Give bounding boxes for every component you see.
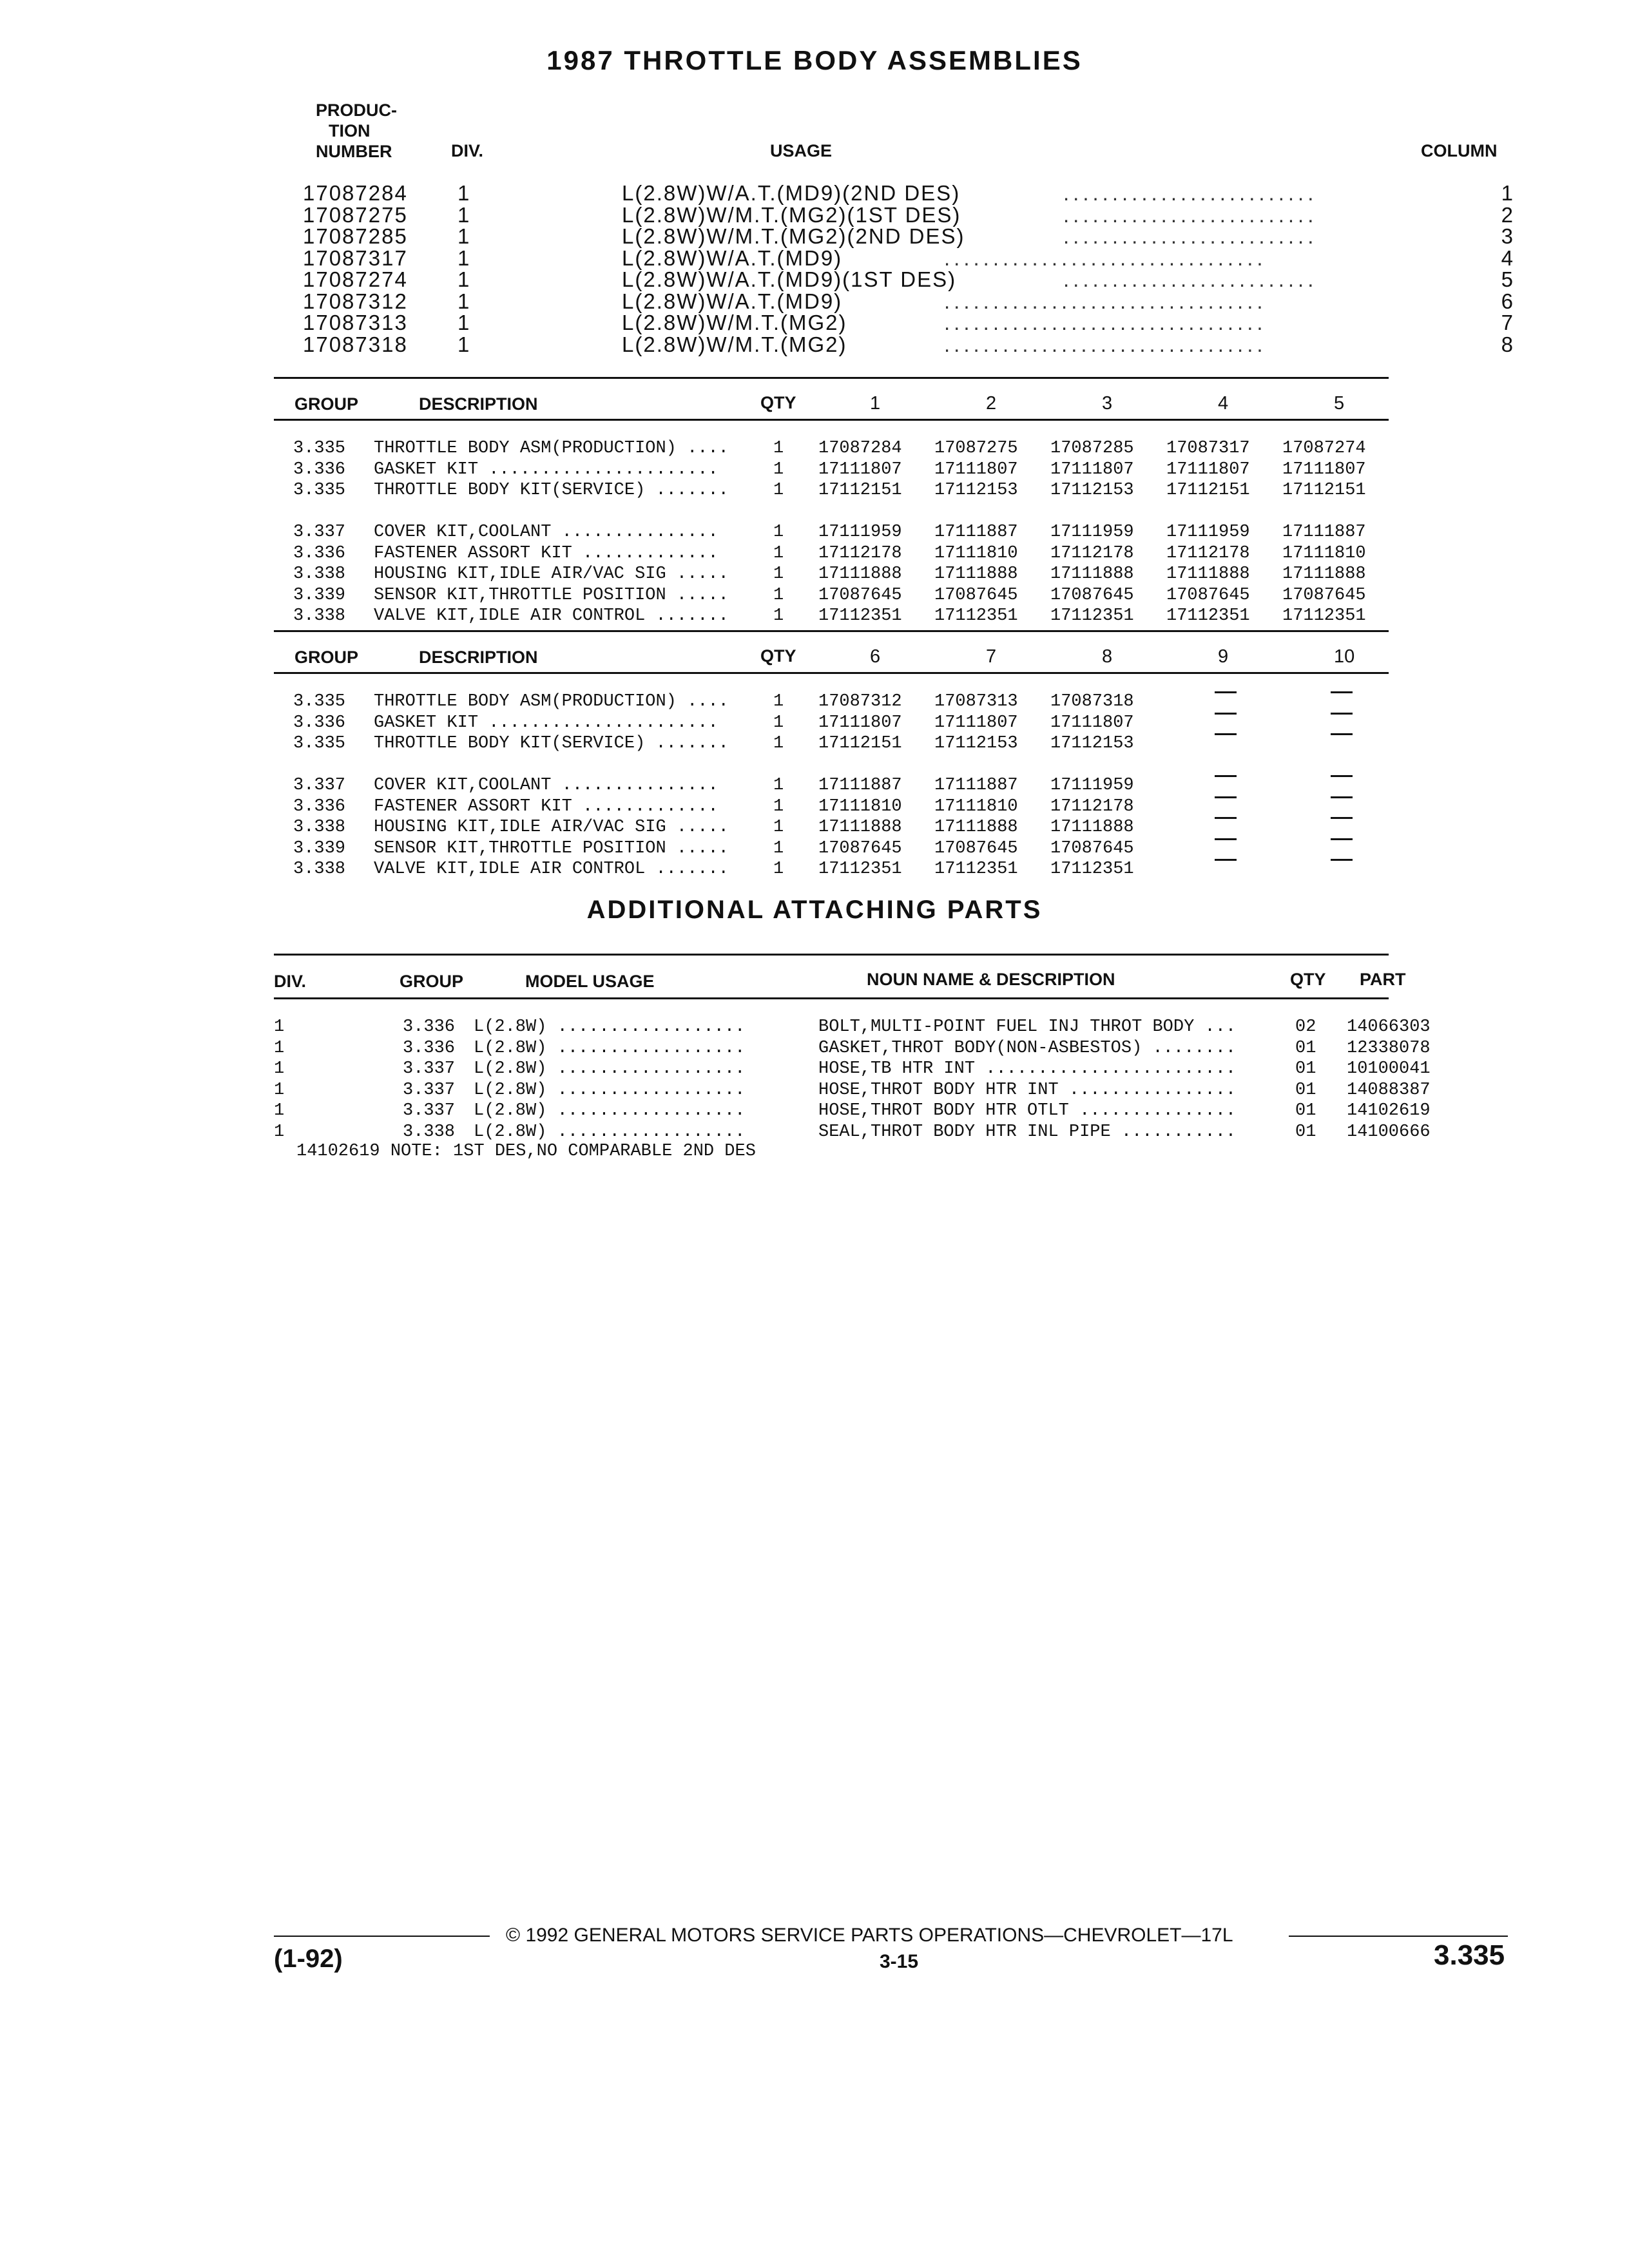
production-number: 17087274 (303, 267, 408, 291)
description-value: HOUSING KIT,IDLE AIR/VAC SIG ..... (374, 818, 729, 837)
group-value: 3.338 (293, 564, 346, 584)
part-number: 17111807 (1166, 459, 1250, 479)
divider (274, 630, 1389, 632)
part-number: 17111887 (934, 523, 1018, 542)
usage-row (303, 226, 1514, 247)
part-number: 17112351 (1282, 606, 1366, 626)
usage-row (303, 182, 1514, 204)
div-value: 1 (458, 311, 471, 334)
part-number: 17112351 (818, 860, 902, 879)
part-value: 12338078 (1347, 1038, 1431, 1058)
part-number: 17087645 (818, 585, 902, 605)
usage-text: L(2.8W)W/M.T.(MG2) (622, 332, 847, 356)
dash-mark (1331, 838, 1353, 840)
part-number: 17112153 (934, 481, 1018, 500)
column-number: 8 (1501, 332, 1514, 356)
part-number: 17087275 (934, 439, 1018, 458)
column-header: COLUMN (1421, 141, 1498, 160)
usage-text: L(2.8W)W/A.T.(MD9) (622, 245, 843, 270)
leader-dots: ................................. (944, 290, 1267, 312)
leader-dots: .......................... (1063, 269, 1318, 290)
part-value: 10100041 (1347, 1059, 1431, 1079)
dash-mark (1215, 691, 1237, 693)
div-value: 1 (274, 1122, 285, 1142)
qty-value: 1 (773, 606, 784, 626)
part-number: 17111807 (1050, 713, 1134, 733)
table-row (293, 691, 1389, 713)
div-header: DIV. (274, 972, 307, 991)
part-number: 17087645 (1050, 585, 1134, 605)
description-value: VALVE KIT,IDLE AIR CONTROL ....... (374, 606, 729, 626)
description-value: THROTTLE BODY KIT(SERVICE) ....... (374, 734, 729, 753)
qty-value: 1 (773, 523, 784, 542)
group-value: 3.337 (403, 1101, 456, 1120)
dash-mark (1215, 817, 1237, 819)
div-value: 1 (458, 202, 471, 227)
table-row (274, 1038, 1434, 1059)
div-value: 1 (274, 1059, 285, 1079)
dash-mark (1215, 713, 1237, 715)
part-number: 17111810 (934, 543, 1018, 563)
group-header: GROUP (294, 648, 359, 667)
qty-value: 1 (773, 543, 784, 563)
table-row (293, 543, 1389, 564)
part-number: 17111888 (934, 818, 1018, 837)
noun-value: HOSE,THROT BODY HTR INT ................ (818, 1080, 1237, 1100)
part-value: 14102619 (1347, 1101, 1431, 1120)
group-value: 3.335 (293, 439, 346, 458)
noun-header: NOUN NAME & DESCRIPTION (867, 970, 1115, 989)
part-number: 17112153 (1050, 734, 1134, 753)
column-number-header: 6 (870, 646, 881, 667)
dash-mark (1331, 817, 1353, 819)
leader-dots: .......................... (1063, 204, 1318, 226)
dash-mark (1331, 691, 1353, 693)
div-value: 1 (274, 1017, 285, 1037)
column-number-header: 5 (1334, 393, 1345, 414)
qty-value: 1 (773, 838, 784, 858)
qty-value: 01 (1295, 1059, 1316, 1079)
description-value: VALVE KIT,IDLE AIR CONTROL ....... (374, 860, 729, 879)
model-value: L(2.8W) .................. (474, 1101, 746, 1120)
qty-value: 1 (773, 734, 784, 753)
part-number: 17111807 (818, 713, 902, 733)
table-row (293, 733, 1389, 754)
table-row (274, 1122, 1434, 1142)
part-value: 14066303 (1347, 1017, 1431, 1037)
production-number: 17087284 (303, 181, 408, 205)
qty-value: 1 (773, 692, 784, 711)
qty-value: 01 (1295, 1122, 1316, 1142)
part-number: 17111888 (934, 564, 1018, 584)
dash-mark (1331, 775, 1353, 777)
usage-text: L(2.8W)W/A.T.(MD9)(1ST DES) (622, 267, 957, 291)
div-value: 1 (458, 289, 471, 313)
div-value: 1 (274, 1080, 285, 1100)
description-value: HOUSING KIT,IDLE AIR/VAC SIG ..... (374, 564, 729, 584)
table-row (274, 1017, 1434, 1037)
description-value: THROTTLE BODY ASM(PRODUCTION) .... (374, 439, 729, 458)
qty-value: 02 (1295, 1017, 1316, 1037)
part-number: 17111888 (1166, 564, 1250, 584)
noun-value: BOLT,MULTI-POINT FUEL INJ THROT BODY ... (818, 1017, 1237, 1037)
part-number: 17087284 (818, 439, 902, 458)
part-number: 17112153 (1050, 481, 1134, 500)
usage-row (303, 269, 1514, 290)
part-number: 17111887 (1282, 523, 1366, 542)
copyright: © 1992 GENERAL MOTORS SERVICE PARTS OPERATIONS—CHEVROLET—17L (506, 1925, 1233, 1946)
part-number: 17087317 (1166, 439, 1250, 458)
description-value: FASTENER ASSORT KIT ............. (374, 796, 718, 816)
table-row (293, 817, 1389, 838)
part-number: 17112351 (1050, 606, 1134, 626)
group-value: 3.336 (293, 543, 346, 563)
part-number: 17111959 (1050, 776, 1134, 795)
column-number-header: 2 (986, 393, 997, 414)
part-number: 17087274 (1282, 439, 1366, 458)
table-row (293, 522, 1389, 543)
column-number-header: 9 (1218, 646, 1229, 667)
table-row (293, 859, 1389, 880)
div-value: 1 (458, 332, 471, 356)
part-number: 17112351 (818, 606, 902, 626)
column-number-header: 7 (986, 646, 997, 667)
part-number: 17087645 (1166, 585, 1250, 605)
qty-header: QTY (760, 646, 796, 666)
column-number: 1 (1501, 181, 1514, 205)
part-number: 17087645 (1050, 838, 1134, 858)
table-row (293, 438, 1389, 459)
column-number-header: 3 (1102, 393, 1113, 414)
part-number: 17111810 (1282, 543, 1366, 563)
group-header: GROUP (400, 972, 464, 991)
table-row (293, 564, 1389, 585)
noun-value: HOSE,TB HTR INT ........................ (818, 1059, 1237, 1079)
part-number: 17087645 (934, 585, 1018, 605)
part-number: 17111888 (1050, 818, 1134, 837)
group-value: 3.337 (403, 1080, 456, 1100)
part-number: 17111959 (818, 523, 902, 542)
usage-text: L(2.8W)W/M.T.(MG2) (622, 311, 847, 334)
qty-value: 1 (773, 776, 784, 795)
qty-value: 1 (773, 564, 784, 584)
group-value: 3.336 (293, 459, 346, 479)
production-number: 17087285 (303, 224, 408, 248)
part-number: 17111887 (934, 776, 1018, 795)
production-number: 17087275 (303, 202, 408, 227)
table-row (274, 1080, 1434, 1100)
part-number: 17111887 (818, 776, 902, 795)
column-number: 7 (1501, 311, 1514, 334)
model-value: L(2.8W) .................. (474, 1122, 746, 1142)
part-number: 17112151 (818, 481, 902, 500)
table-row (293, 459, 1389, 481)
divider (274, 672, 1389, 674)
model-usage-header: MODEL USAGE (525, 972, 655, 991)
production-number: 17087317 (303, 245, 408, 270)
usage-text: L(2.8W)W/M.T.(MG2)(1ST DES) (622, 202, 961, 227)
qty-value: 01 (1295, 1101, 1316, 1120)
part-number: 17087312 (818, 692, 902, 711)
footer-rule-right (1289, 1936, 1508, 1937)
noun-value: HOSE,THROT BODY HTR OTLT ............... (818, 1101, 1237, 1120)
model-value: L(2.8W) .................. (474, 1059, 746, 1079)
table-row (293, 606, 1389, 627)
table-row (274, 1100, 1434, 1121)
div-value: 1 (458, 245, 471, 270)
divider (274, 954, 1389, 956)
part-value: 14100666 (1347, 1122, 1431, 1142)
part-number: 17112351 (934, 860, 1018, 879)
divider (274, 997, 1389, 999)
section-number: 3.335 (1434, 1939, 1505, 1971)
group-header: GROUP (294, 394, 359, 414)
group-value: 3.339 (293, 838, 346, 858)
part-number: 17112178 (1166, 543, 1250, 563)
group-value: 3.338 (403, 1122, 456, 1142)
part-number: 17112351 (1166, 606, 1250, 626)
usage-row (303, 291, 1514, 312)
column-number-header: 10 (1334, 646, 1355, 667)
description-value: GASKET KIT ...................... (374, 459, 718, 479)
table-row (293, 796, 1389, 818)
group-value: 3.335 (293, 481, 346, 500)
part-number: 17111807 (818, 459, 902, 479)
part-number: 17111807 (1282, 459, 1366, 479)
page-number: 3-15 (880, 1951, 919, 1972)
part-value: 14088387 (1347, 1080, 1431, 1100)
group-value: 3.337 (403, 1059, 456, 1079)
part-number: 17111888 (1050, 564, 1134, 584)
qty-value: 1 (773, 439, 784, 458)
table-row (293, 713, 1389, 734)
description-header: DESCRIPTION (419, 394, 538, 414)
qty-header: QTY (1290, 970, 1326, 989)
part-number: 17112351 (1050, 860, 1134, 879)
group-value: 3.336 (293, 796, 346, 816)
group-value: 3.336 (293, 713, 346, 733)
table-row (293, 838, 1389, 860)
dash-mark (1215, 775, 1237, 777)
qty-value: 1 (773, 860, 784, 879)
column-number: 2 (1501, 202, 1514, 227)
leader-dots: ................................. (944, 312, 1267, 333)
leader-dots: .......................... (1063, 226, 1318, 247)
qty-value: 1 (773, 796, 784, 816)
table-row (293, 775, 1389, 796)
model-value: L(2.8W) .................. (474, 1017, 746, 1037)
noun-value: GASKET,THROT BODY(NON-ASBESTOS) ........ (818, 1038, 1237, 1058)
column-number: 5 (1501, 267, 1514, 291)
group-value: 3.338 (293, 606, 346, 626)
usage-text: L(2.8W)W/M.T.(MG2)(2ND DES) (622, 224, 965, 248)
dash-mark (1331, 796, 1353, 798)
page-title: 1987 THROTTLE BODY ASSEMBLIES (546, 45, 1083, 75)
header-line: TION (329, 121, 371, 140)
table-row (293, 585, 1389, 606)
group-value: 3.335 (293, 734, 346, 753)
part-number: 17112151 (1282, 481, 1366, 500)
part-number: 17111810 (818, 796, 902, 816)
part-number: 17111807 (934, 459, 1018, 479)
part-number: 17111807 (1050, 459, 1134, 479)
description-value: FASTENER ASSORT KIT ............. (374, 543, 718, 563)
group-value: 3.339 (293, 585, 346, 605)
table-row (274, 1059, 1434, 1079)
dash-mark (1331, 733, 1353, 735)
div-value: 1 (458, 224, 471, 248)
part-number: 17112178 (818, 543, 902, 563)
description-value: GASKET KIT ...................... (374, 713, 718, 733)
usage-text: L(2.8W)W/A.T.(MD9) (622, 289, 843, 313)
additional-title: ADDITIONAL ATTACHING PARTS (586, 896, 1043, 924)
model-value: L(2.8W) .................. (474, 1080, 746, 1100)
group-value: 3.337 (293, 523, 346, 542)
usage-row (303, 312, 1514, 333)
part-number: 17111959 (1050, 523, 1134, 542)
usage-header: USAGE (770, 141, 833, 160)
part-number: 17111810 (934, 796, 1018, 816)
usage-row (303, 334, 1514, 355)
group-value: 3.338 (293, 818, 346, 837)
dash-mark (1331, 713, 1353, 715)
leader-dots: .......................... (1063, 182, 1318, 204)
part-number: 17112153 (934, 734, 1018, 753)
header-line: PRODUC- (316, 101, 397, 120)
qty-value: 1 (773, 481, 784, 500)
part-number: 17111959 (1166, 523, 1250, 542)
part-number: 17112178 (1050, 796, 1134, 816)
column-number: 3 (1501, 224, 1514, 248)
dash-mark (1215, 838, 1237, 840)
production-number: 17087312 (303, 289, 408, 313)
dash-mark (1215, 796, 1237, 798)
group-value: 3.335 (293, 692, 346, 711)
div-value: 1 (274, 1038, 285, 1058)
part-number: 17112151 (818, 734, 902, 753)
dash-mark (1331, 859, 1353, 861)
description-value: THROTTLE BODY ASM(PRODUCTION) .... (374, 692, 729, 711)
column-number-header: 1 (870, 393, 881, 414)
part-number: 17111888 (818, 564, 902, 584)
part-number: 17087645 (934, 838, 1018, 858)
part-header: PART (1360, 970, 1406, 989)
qty-value: 1 (773, 585, 784, 605)
qty-value: 1 (773, 713, 784, 733)
part-number: 17087318 (1050, 692, 1134, 711)
part-number: 17112351 (934, 606, 1018, 626)
part-number: 17087313 (934, 692, 1018, 711)
group-value: 3.338 (293, 860, 346, 879)
note: 14102619 NOTE: 1ST DES,NO COMPARABLE 2ND DES (296, 1142, 756, 1161)
qty-value: 01 (1295, 1038, 1316, 1058)
part-number: 17087285 (1050, 439, 1134, 458)
qty-value: 01 (1295, 1080, 1316, 1100)
footer-rule-left (274, 1936, 490, 1937)
qty-value: 1 (773, 459, 784, 479)
usage-row (303, 204, 1514, 226)
group-value: 3.336 (403, 1017, 456, 1037)
description-value: SENSOR KIT,THROTTLE POSITION ..... (374, 838, 729, 858)
description-value: SENSOR KIT,THROTTLE POSITION ..... (374, 585, 729, 605)
production-number: 17087318 (303, 332, 408, 356)
qty-value: 1 (773, 818, 784, 837)
header-line: NUMBER (316, 142, 392, 161)
production-number: 17087313 (303, 311, 408, 334)
div-value: 1 (274, 1101, 285, 1120)
divider (274, 377, 1389, 379)
usage-row (303, 247, 1514, 269)
column-number: 6 (1501, 289, 1514, 313)
description-value: COVER KIT,COOLANT ............... (374, 776, 718, 795)
dash-mark (1215, 733, 1237, 735)
qty-header: QTY (760, 393, 796, 412)
part-number: 17111807 (934, 713, 1018, 733)
divider (274, 419, 1389, 421)
group-value: 3.337 (293, 776, 346, 795)
part-number: 17111888 (818, 818, 902, 837)
leader-dots: ................................. (944, 333, 1267, 355)
column-number: 4 (1501, 245, 1514, 270)
div-value: 1 (458, 181, 471, 205)
revision-date: (1-92) (274, 1945, 343, 1973)
part-number: 17087645 (818, 838, 902, 858)
column-number-header: 8 (1102, 646, 1113, 667)
div-header: DIV. (451, 141, 484, 160)
part-number: 17112178 (1050, 543, 1134, 563)
group-value: 3.336 (403, 1038, 456, 1058)
description-value: COVER KIT,COOLANT ............... (374, 523, 718, 542)
table-row (293, 480, 1389, 501)
column-number-header: 4 (1218, 393, 1229, 414)
part-number: 17112151 (1166, 481, 1250, 500)
description-header: DESCRIPTION (419, 648, 538, 667)
dash-mark (1215, 859, 1237, 861)
part-number: 17111888 (1282, 564, 1366, 584)
model-value: L(2.8W) .................. (474, 1038, 746, 1058)
part-number: 17087645 (1282, 585, 1366, 605)
noun-value: SEAL,THROT BODY HTR INL PIPE ........... (818, 1122, 1237, 1142)
description-value: THROTTLE BODY KIT(SERVICE) ....... (374, 481, 729, 500)
usage-text: L(2.8W)W/A.T.(MD9)(2ND DES) (622, 181, 961, 205)
leader-dots: ................................. (944, 247, 1267, 269)
production-number-header (316, 100, 397, 162)
div-value: 1 (458, 267, 471, 291)
